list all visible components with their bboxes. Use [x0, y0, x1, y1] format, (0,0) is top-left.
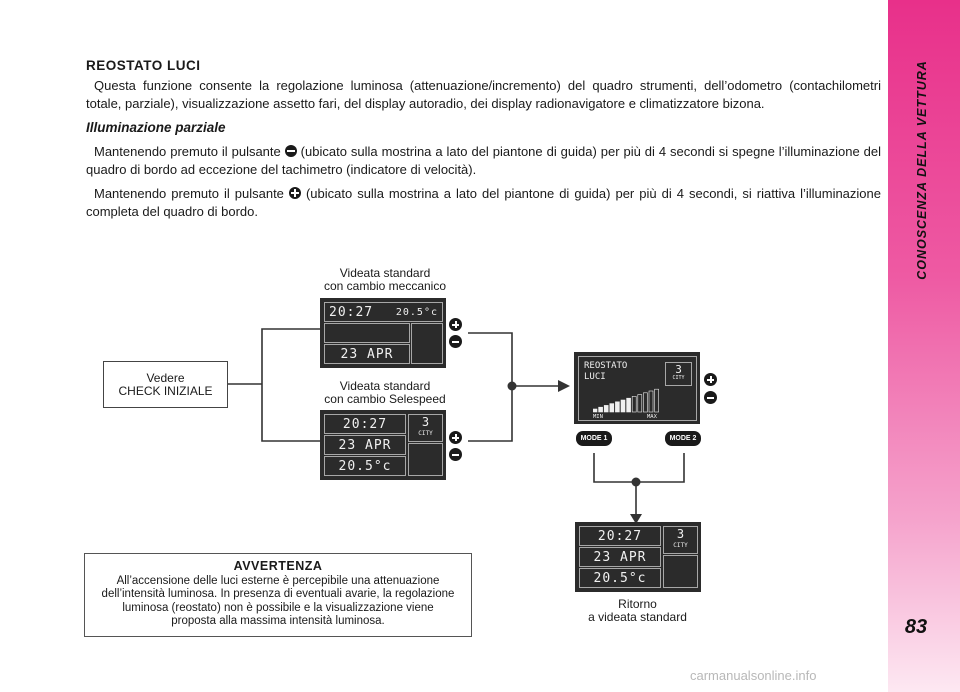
warning-title: AVVERTENZA: [233, 559, 323, 573]
dimmer-level-bar: [632, 396, 636, 412]
check-iniziale-box: Vedere CHECK INIZIALE: [103, 361, 228, 408]
plus-icon: [449, 431, 462, 444]
lcd-temp: 20.5°c: [324, 456, 406, 476]
lcd-date: 23 APR: [579, 547, 661, 567]
dimmer-level-bar: [627, 398, 631, 412]
dimmer-level-bar: [604, 405, 608, 412]
lcd-time: 20:27: [329, 304, 374, 320]
dimmer-level-bar: [621, 400, 625, 412]
mode2-button: MODE 2: [665, 431, 701, 446]
minus-icon: [449, 448, 462, 461]
lcd-dimmer-line1: REOSTATO: [584, 361, 628, 371]
lcd-max: MAX: [647, 414, 657, 420]
lcd-gear: 3: [421, 415, 430, 429]
minus-icon: [704, 391, 717, 404]
caption-return: Ritorno a videata standard: [588, 597, 687, 624]
caption-manual: Videata standard con cambio meccanico: [323, 266, 447, 293]
lcd-time: 20:27: [579, 526, 661, 546]
lcd-min: MIN: [593, 414, 603, 420]
lcd-temp: 20.5°c: [395, 306, 438, 318]
subtitle: Illuminazione parziale: [86, 120, 226, 135]
dimmer-level-bars: [593, 387, 665, 413]
lcd-mode: CITY: [673, 542, 688, 549]
dimmer-level-bar: [643, 393, 647, 412]
plus-icon: [704, 373, 717, 386]
lcd-dimmer-line2: LUCI: [584, 372, 606, 382]
plus-icon: [449, 318, 462, 331]
lcd-return-standard: [575, 522, 701, 592]
intro-paragraph: Questa funzione consente la regolazione luminosa (attenuazione/incremento) del quadro strumenti, dell’odometro (contachilometri totale, parziale), visualizzazione assetto fari, del display autoradio, dei display radionavigatore e climatizzatore bizona.: [86, 78, 881, 111]
lcd-manual-gearbox: [320, 298, 446, 368]
lcd-dimmer: [574, 352, 700, 424]
lcd-mode: CITY: [418, 430, 433, 437]
lcd-gear: 3: [676, 527, 685, 541]
warning-line: luminosa (reostato) non è possibile e la visualizzazione viene: [122, 601, 434, 614]
lcd-time: 20:27: [324, 414, 406, 434]
lcd-selespeed-gearbox: [320, 410, 446, 480]
paragraph-minus: Mantenendo premuto il pulsante (ubicato sulla mostrina a lato del piantone di guida) per più di 4 secondi si spegne l’illuminazione del quadro di bordo ad eccezione del tachimetro (indicatore di velocità).: [86, 144, 881, 177]
watermark: carmanualsonline.info: [690, 668, 817, 683]
warning-line: dell’intensità luminosa. In presenza di eventuali avarie, la regolazione: [101, 588, 455, 600]
dimmer-level-bar: [649, 391, 653, 412]
dimmer-level-bar: [615, 402, 619, 412]
chapter-title: CONOSCENZA DELLA VETTURA: [915, 60, 929, 280]
paragraph-plus: Mantenendo premuto il pulsante (ubicato sulla mostrina a lato del piantone di guida) per più di 4 secondi, si riattiva l’illuminazione completa del quadro di bordo.: [86, 186, 881, 219]
lcd-mode: CITY: [672, 375, 685, 381]
lcd-temp: 20.5°c: [579, 568, 661, 588]
caption-selespeed: Videata standard con cambio Selespeed: [324, 379, 446, 406]
page-number: 83: [904, 616, 928, 638]
warning-line: proposta alla massima intensità luminosa.: [171, 615, 385, 627]
dimmer-level-bar: [655, 389, 659, 412]
mode1-button: MODE 1: [576, 431, 612, 446]
lcd-date: 23 APR: [324, 435, 406, 455]
minus-icon: [449, 335, 462, 348]
dimmer-level-bar: [638, 395, 642, 412]
warning-line: All’accensione delle luci esterne è percepibile una attenuazione: [116, 574, 440, 587]
lcd-date: 23 APR: [324, 344, 410, 364]
section-title: REOSTATO LUCI: [86, 58, 201, 73]
lcd-gear: 3: [675, 363, 682, 376]
dimmer-level-bar: [610, 404, 614, 412]
warning-box: [84, 553, 472, 637]
